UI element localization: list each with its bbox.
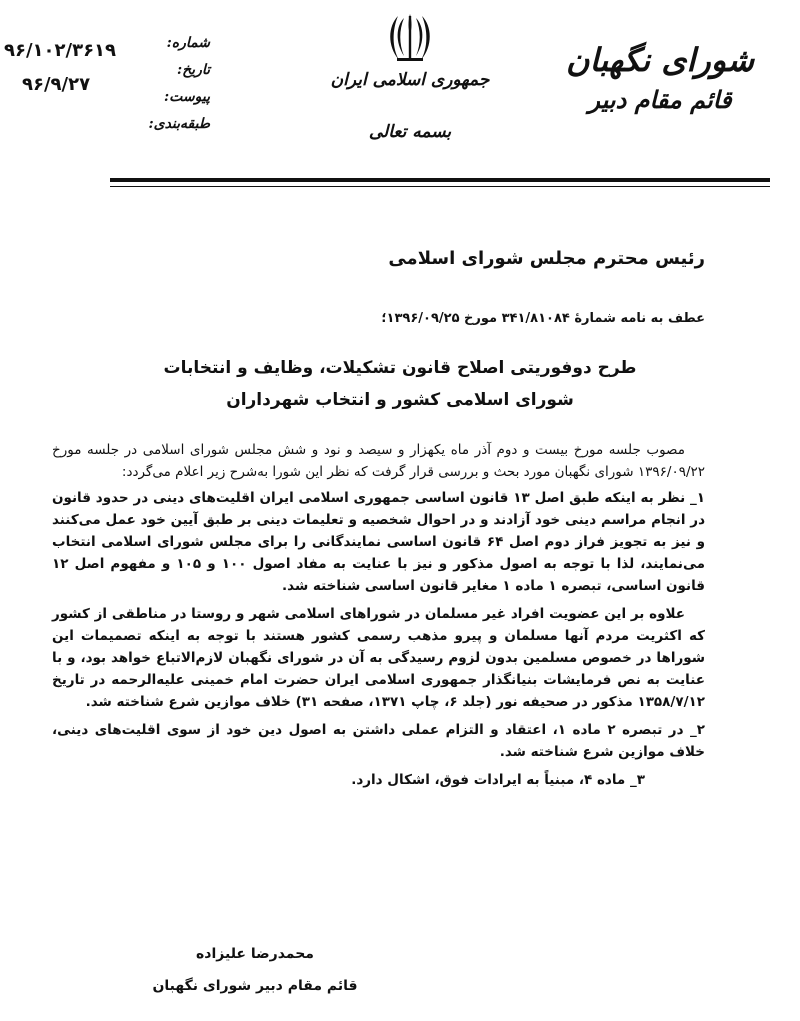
document-title [150,352,650,416]
signature-block [140,938,370,1002]
header-rule-thin [110,186,770,187]
meta-labels [140,30,210,138]
label-date: تاریخ: [176,62,210,78]
letterhead-center [330,12,490,142]
title-line-2: شورای اسلامی کشور و انتخاب شهرداران [226,390,574,410]
meta-values [4,34,144,102]
paragraph-item-3: ۳_ ماده ۴، مبنیاً به ایرادات فوق، اشکال دارد. [351,772,645,788]
signatory-name: محمدرضا علیزاده [196,946,314,962]
label-attachment: پیوست: [164,89,210,105]
letter-date: ۹۶/۹/۲۷ [22,74,91,95]
paragraph-item-2: ۲_ در تبصره ۲ ماده ۱، اعتقاد و التزام عملی داشتن به اصول دین خود از سوی اقلیت‌های دینی، خلاف موازین شرع شناخته شد. [52,722,705,760]
paragraph-item-1: ۱_ نظر به اینکه طبق اصل ۱۳ قانون اساسی جمهوری اسلامی ایران اقلیت‌های دینی در حدود قانون در انجام مراسم دینی خود آزادند و در احوال شخصیه و تعلیمات دینی بر طبق آیین خود عمل می‌کنند و نیز به تجویز فراز دوم اصل ۶۴ قانون اساسی نمایندگانی را برای مجلس شورای اسلامی انتخاب می‌نمایند، لذا با توجه به اصول مذکور و نیز با عنایت به مفاد اصول ۱۰۰ و ۱۰۵ و مفهوم اصل ۱۲ قانون اساسی، تبصره ۱ ماده ۱ مغایر قانون اساسی شناخته شد. [52,490,706,594]
header-rule [110,178,770,182]
reference-line: عطف به نامه شمارهٔ ۳۴۱/۸۱۰۸۴ مورخ ۱۳۹۶/۰۹/۲۵؛ [381,311,705,326]
label-number: شماره: [166,35,210,51]
brand-subtitle: قائم مقام دبیر [588,85,732,114]
letter-number: ۹۶/۱۰۲/۳۶۱۹ [4,40,117,61]
letter-body [52,439,705,791]
brand-name: شورای نگهبان [565,41,755,79]
label-classification: طبقه‌بندی: [148,116,210,132]
country-name: جمهوری اسلامی ایران [330,70,490,90]
addressee: رئیس محترم مجلس شورای اسلامی [388,248,705,269]
title-line-1: طرح دوفوریتی اصلاح قانون تشکیلات، وظایف و انتخابات [163,358,637,378]
paragraph-intro: مصوب جلسه مورخ بیست و دوم آذر ماه یکهزار و سیصد و نود و شش مجلس شورای اسلامی در جلسه مورخ ۱۳۹۶/۰۹/۲۲ شورای نگهبان مورد بحث و بررسی قرار گرفت که نظر این شورا به‌شرح زیر اعلام می‌گردد: [52,442,705,480]
iran-emblem-icon [387,12,433,64]
signatory-position: قائم مقام دبیر شورای نگهبان [152,978,358,994]
letterhead-brand [560,40,760,116]
paragraph-item-1-continued: علاوه بر این عضویت افراد غیر مسلمان در شوراهای اسلامی شهر و روستا در مناطقی از کشور که اکثریت مردم آنها مسلمان و پیرو مذهب رسمی کشور هستند با توجه به اینکه تصمیمات این شوراها در خصوص مسلمین بدون لزوم رسیدگی به آن در شورای نگهبان لازم‌الاتباع خواهد بود، و با عنایت به نص فرمایشات بنیانگذار جمهوری اسلامی ایران حضرت امام خمینی علیه‌الرحمه در تاریخ ۱۳۵۸/۷/۱۲ مذکور در صحیفه نور (جلد ۶، چاپ ۱۳۷۱، صفحه ۳۱) خلاف موازین شرع شناخته شد. [52,606,705,710]
basmala: بسمه تعالی [368,122,452,142]
